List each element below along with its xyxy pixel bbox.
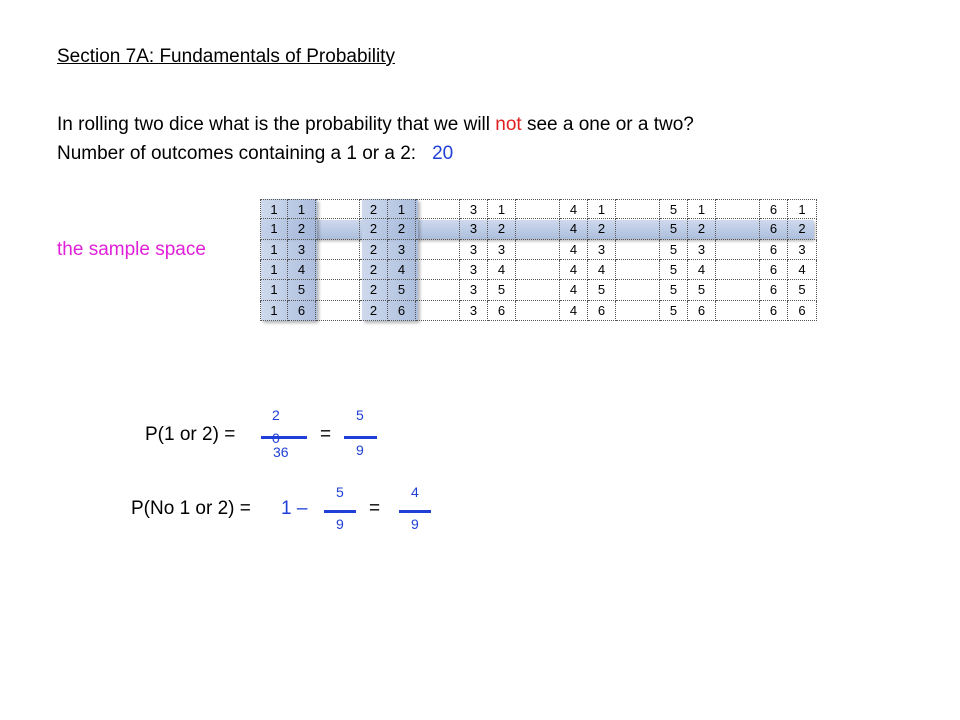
sample-space-cell: 6 [688,301,716,321]
sample-space-cell: 1 [260,219,288,239]
grid-spacer-cell [616,240,660,260]
sample-space-cell: 5 [660,219,688,239]
sample-space-cell: 2 [388,219,416,239]
sample-space-cell: 3 [788,240,817,260]
grid-spacer-cell [516,280,560,300]
sample-space-cell: 6 [760,260,788,280]
formula1-frac2-denominator: 9 [356,442,364,458]
formula2-frac2-bar [399,510,431,513]
sample-space-cell: 2 [588,219,616,239]
grid-spacer-cell [616,260,660,280]
sample-space-cell: 3 [688,240,716,260]
grid-spacer-cell [416,280,460,300]
grid-spacer-cell [716,219,760,239]
sample-space-cell: 4 [560,260,588,280]
sample-space-cell: 2 [688,219,716,239]
question-before: In rolling two dice what is the probability that we will [57,114,496,135]
sample-space-cell: 3 [460,219,488,239]
sample-space-cell: 3 [460,280,488,300]
sample-space-cell: 2 [488,219,516,239]
sample-space-cell: 5 [688,280,716,300]
sample-space-cell: 2 [288,219,316,239]
grid-spacer-cell [416,240,460,260]
grid-spacer-cell [616,280,660,300]
grid-spacer-cell [716,260,760,280]
sample-space-cell: 4 [688,260,716,280]
sample-space-cell: 4 [560,301,588,321]
sample-space-cell: 1 [288,199,316,219]
grid-spacer-cell [516,240,560,260]
sample-space-cell: 4 [560,219,588,239]
grid-spacer-cell [716,199,760,219]
grid-spacer-cell [516,301,560,321]
question-after: see a one or a two? [521,114,694,135]
formula2-frac2-denominator: 9 [411,516,419,532]
grid-spacer-cell [516,219,560,239]
sample-space-cell: 6 [760,301,788,321]
grid-spacer-cell [316,219,360,239]
sample-space-cell: 3 [460,240,488,260]
sample-space-cell: 6 [760,240,788,260]
sample-space-label: the sample space [57,239,206,260]
sample-space-cell: 3 [460,301,488,321]
formula1-frac1-bar [261,436,307,439]
formula1-frac2-numerator: 5 [356,407,364,423]
grid-spacer-cell [416,301,460,321]
grid-spacer-cell [616,301,660,321]
sample-space-cell: 3 [460,199,488,219]
grid-spacer-cell [316,260,360,280]
formula-p-no-1-or-2-label: P(No 1 or 2) = [131,498,251,519]
sample-space-cell: 5 [660,240,688,260]
sample-space-cell: 4 [788,260,817,280]
sample-space-cell: 6 [388,301,416,321]
grid-spacer-cell [316,280,360,300]
sample-space-cell: 3 [588,240,616,260]
sample-space-cell: 4 [488,260,516,280]
sample-space-cell: 4 [560,240,588,260]
sample-space-cell: 1 [688,199,716,219]
sample-space-cell: 1 [260,240,288,260]
sample-space-cell: 6 [760,280,788,300]
sample-space-grid [260,199,815,321]
sample-space-cell: 6 [588,301,616,321]
sample-space-cell: 2 [360,260,388,280]
count-line [57,143,453,165]
sample-space-cell: 4 [560,199,588,219]
sample-space-cell: 1 [260,260,288,280]
formula1-equals: = [320,424,332,445]
sample-space-cell: 5 [660,199,688,219]
grid-spacer-cell [516,199,560,219]
sample-space-cell: 2 [360,280,388,300]
formula-p-1-or-2-label: P(1 or 2) = [145,424,236,445]
count-label: Number of outcomes containing a 1 or a 2: [57,143,417,164]
sample-space-cell: 6 [288,301,316,321]
grid-spacer-cell [416,219,460,239]
grid-spacer-cell [716,240,760,260]
formula2-equals: = [369,498,381,519]
sample-space-cell: 1 [488,199,516,219]
sample-space-cell: 3 [460,260,488,280]
sample-space-cell: 2 [788,219,817,239]
formula2-one-minus: 1 – [281,498,308,519]
sample-space-cell: 2 [360,240,388,260]
sample-space-cell: 3 [388,240,416,260]
grid-spacer-cell [316,301,360,321]
sample-space-cell: 4 [388,260,416,280]
sample-space-cell: 6 [488,301,516,321]
formula2-frac2-numerator: 4 [411,484,419,500]
sample-space-cell: 5 [588,280,616,300]
grid-spacer-cell [416,199,460,219]
sample-space-cell: 5 [788,280,817,300]
grid-spacer-cell [716,280,760,300]
sample-space-cell: 1 [588,199,616,219]
sample-space-cell: 1 [788,199,817,219]
sample-space-cell: 5 [288,280,316,300]
sample-space-cell: 5 [660,301,688,321]
sample-space-cell: 1 [388,199,416,219]
sample-space-cell: 2 [360,301,388,321]
sample-space-cell: 5 [660,260,688,280]
grid-spacer-cell [316,240,360,260]
formula2-frac1-bar [324,510,356,513]
grid-spacer-cell [516,260,560,280]
count-value: 20 [432,143,454,164]
formula2-frac1-numerator: 5 [336,484,344,500]
sample-space-cell: 2 [360,199,388,219]
sample-space-cell: 1 [260,199,288,219]
question-highlight-not: not [495,114,522,135]
grid-spacer-cell [616,219,660,239]
formula1-frac2-bar [344,436,377,439]
formula1-frac1-denominator: 36 [273,444,289,460]
sample-space-cell: 4 [560,280,588,300]
sample-space-cell: 2 [360,219,388,239]
sample-space-cell: 4 [588,260,616,280]
grid-spacer-cell [716,301,760,321]
grid-spacer-cell [616,199,660,219]
sample-space-cell: 4 [288,260,316,280]
page-title: Section 7A: Fundamentals of Probability [57,46,395,67]
sample-space-cell: 5 [388,280,416,300]
grid-spacer-cell [316,199,360,219]
formula2-frac1-denominator: 9 [336,516,344,532]
formula1-frac1-numerator-a: 2 [272,407,280,423]
sample-space-cell: 3 [488,240,516,260]
sample-space-cell: 6 [788,301,817,321]
sample-space-cell: 6 [760,219,788,239]
sample-space-cell: 5 [488,280,516,300]
question-text [57,114,694,136]
sample-space-cell: 3 [288,240,316,260]
sample-space-cell: 6 [760,199,788,219]
sample-space-cell: 5 [660,280,688,300]
sample-space-cell: 1 [260,280,288,300]
grid-spacer-cell [416,260,460,280]
sample-space-cell: 1 [260,301,288,321]
